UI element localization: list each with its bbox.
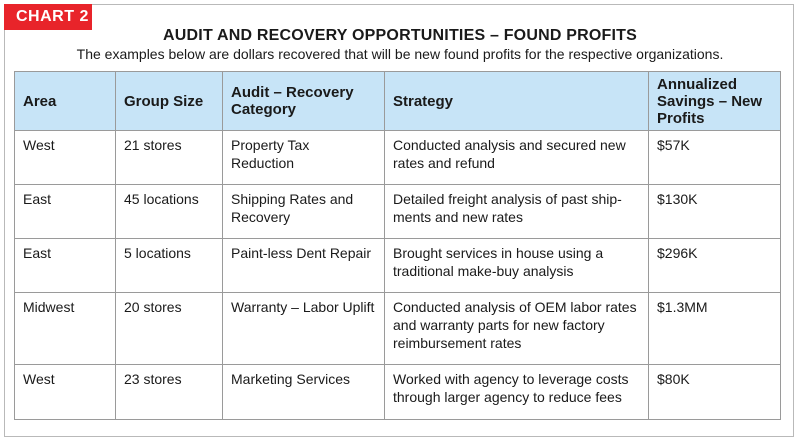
savings-table xyxy=(14,71,781,420)
cell-group-size: 45 locations xyxy=(116,185,223,239)
cell-group-size: 5 locations xyxy=(116,239,223,293)
cell-strategy: Detailed freight analysis of past ship-ments and new rates xyxy=(385,185,649,239)
header-category: Audit – Recovery Category xyxy=(223,72,385,131)
cell-area: East xyxy=(15,185,116,239)
header-strategy: Strategy xyxy=(385,72,649,131)
cell-strategy: Conducted analysis of OEM labor rates and warranty parts for new factory reimbursement rates xyxy=(385,293,649,365)
table-header-row xyxy=(15,72,781,131)
cell-strategy: Brought services in house using a traditional make-buy analysis xyxy=(385,239,649,293)
cell-area: East xyxy=(15,239,116,293)
cell-category: Shipping Rates and Recovery xyxy=(223,185,385,239)
chart-title: AUDIT AND RECOVERY OPPORTUNITIES – FOUND PROFITS xyxy=(163,27,637,44)
cell-strategy: Worked with agency to leverage costs through larger agency to reduce fees xyxy=(385,365,649,420)
table-row xyxy=(15,131,781,185)
header-group-size: Group Size xyxy=(116,72,223,131)
table-row xyxy=(15,365,781,420)
header-area: Area xyxy=(15,72,116,131)
cell-strategy: Conducted analysis and secured new rates and refund xyxy=(385,131,649,185)
table-row xyxy=(15,239,781,293)
cell-area: Midwest xyxy=(15,293,116,365)
chart-badge: CHART 2 xyxy=(4,4,92,30)
cell-group-size: 21 stores xyxy=(116,131,223,185)
chart-subtitle: The examples below are dollars recovered that will be new found profits for the respective organizations. xyxy=(76,46,724,62)
cell-area: West xyxy=(15,131,116,185)
cell-category: Warranty – Labor Uplift xyxy=(223,293,385,365)
table-row xyxy=(15,185,781,239)
cell-category: Paint-less Dent Repair xyxy=(223,239,385,293)
cell-savings: $80K xyxy=(649,365,781,420)
cell-category: Marketing Services xyxy=(223,365,385,420)
cell-savings: $296K xyxy=(649,239,781,293)
cell-category: Property Tax Reduction xyxy=(223,131,385,185)
header-savings: Annualized Savings – New Profits xyxy=(649,72,781,131)
cell-area: West xyxy=(15,365,116,420)
cell-savings: $1.3MM xyxy=(649,293,781,365)
cell-group-size: 20 stores xyxy=(116,293,223,365)
cell-savings: $57K xyxy=(649,131,781,185)
cell-savings: $130K xyxy=(649,185,781,239)
cell-group-size: 23 stores xyxy=(116,365,223,420)
table-row xyxy=(15,293,781,365)
